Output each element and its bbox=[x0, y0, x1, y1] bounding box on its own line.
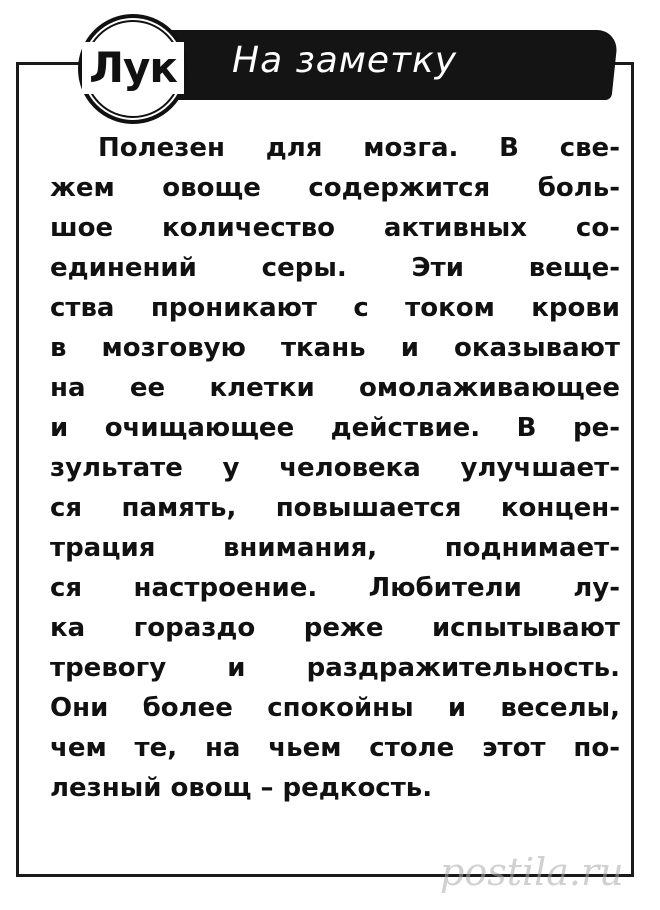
article-line: ства проникают с током крови bbox=[50, 293, 620, 323]
article-line: в мозговую ткань и оказывают bbox=[50, 333, 620, 363]
article-line: тревогу и раздражительность. bbox=[50, 653, 620, 683]
article-body bbox=[50, 128, 620, 808]
article-line: жем овоще содержится боль- bbox=[50, 173, 620, 203]
article-line: зультате у человека улучшает- bbox=[50, 453, 620, 483]
article-line: чем те, на чьем столе этот по- bbox=[50, 733, 620, 763]
logo-text: Лук bbox=[82, 42, 184, 94]
watermark: postila.ru bbox=[440, 850, 624, 894]
article-line bbox=[50, 128, 620, 168]
article-line: на ее клетки омолаживающее bbox=[50, 373, 620, 403]
article-lead: Полезен для мозга. bbox=[98, 133, 459, 163]
article-line: лезный овощ – редкость. bbox=[50, 773, 433, 803]
article-line: единений серы. Эти веще- bbox=[50, 253, 620, 283]
article-line: шое количество активных со- bbox=[50, 213, 620, 243]
article-line: Они более спокойны и веселы, bbox=[50, 693, 620, 723]
article-line: трация внимания, поднимает- bbox=[50, 533, 620, 563]
article-line: и очищающее действие. В ре- bbox=[50, 413, 620, 443]
article-line: ся память, повышается концен- bbox=[50, 493, 620, 523]
article-line: ка гораздо реже испытывают bbox=[50, 613, 620, 643]
header-banner-text: На заметку bbox=[232, 40, 458, 81]
article-line-text: В све- bbox=[458, 133, 620, 163]
article-line: ся настроение. Любители лу- bbox=[50, 573, 620, 603]
